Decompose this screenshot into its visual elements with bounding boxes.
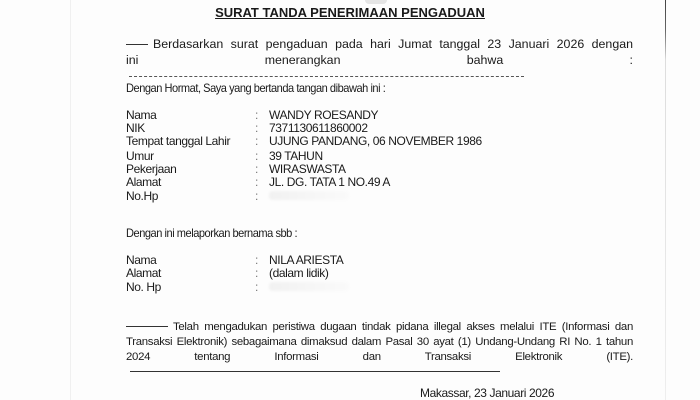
field-colon: : — [255, 108, 258, 122]
field-colon: : — [255, 266, 258, 280]
field-value: 7371130611860002 — [269, 121, 368, 135]
field-colon: : — [255, 280, 258, 294]
field-colon: : — [255, 121, 258, 135]
field-value: NILA ARIESTA — [269, 253, 344, 267]
field-label: NIK — [126, 121, 145, 135]
field-value: WANDY ROESANDY — [269, 108, 379, 122]
leading-dash — [126, 44, 148, 45]
letterhead-mark — [365, 0, 387, 4]
field-label: Umur — [126, 149, 154, 163]
field-value: (dalam lidik) — [269, 266, 329, 280]
statement-paragraph — [126, 320, 633, 380]
field-colon: : — [255, 175, 258, 189]
page-edge-left — [70, 0, 71, 400]
field-label: Tempat tanggal Lahir — [126, 134, 231, 148]
greeting-text: Dengan Hormat, Saya yang bertanda tangan dibawah ini : — [126, 81, 386, 95]
field-label: Nama — [126, 253, 157, 267]
field-value: JL. DG. TATA 1 NO.49 A — [269, 175, 391, 189]
field-colon: : — [255, 189, 258, 203]
field-colon: : — [255, 253, 258, 267]
trailing-dash-fill — [130, 371, 500, 372]
field-label: Nama — [126, 108, 157, 122]
field-label: No.Hp — [126, 189, 159, 203]
field-value: 39 TAHUN — [269, 149, 323, 163]
field-value: WIRASWASTA — [269, 162, 346, 176]
field-label: Pekerjaan — [126, 162, 177, 176]
page-edge-right — [665, 0, 666, 400]
redacted-value — [269, 281, 349, 293]
redacted-value — [269, 190, 349, 202]
intro-text: Berdasarkan surat pengaduan pada hari Jumat tanggal 23 Januari 2026 dengan ini menerangkan bahwa : — [126, 37, 633, 67]
report-intro-text: Dengan ini melaporkan bernama sbb : — [126, 226, 298, 240]
statement-text: Telah mengadukan peristiwa dugaan tindak pidana illegal akses melalui ITE (Informasi dan Transaksi Elektronik) sebagaimana dimaksud dalam Pasal 30 ayat (1) Undang-Undang RI No. 1 tahun 2024 tentang Informasi dan Transaksi Elektronik (ITE). — [126, 321, 633, 363]
field-label: Alamat — [126, 266, 161, 280]
field-label: Alamat — [126, 175, 161, 189]
trailing-dash-fill — [129, 76, 524, 77]
field-colon: : — [255, 162, 258, 176]
intro-paragraph — [126, 36, 633, 84]
field-colon: : — [255, 134, 258, 148]
field-colon: : — [255, 149, 258, 163]
leading-dash — [126, 326, 168, 327]
field-value: UJUNG PANDANG, 06 NOVEMBER 1986 — [269, 134, 482, 148]
field-label: No. Hp — [126, 280, 161, 294]
document-title: SURAT TANDA PENERIMAAN PENGADUAN — [215, 5, 485, 20]
signoff-place-date: Makassar, 23 Januari 2026 — [420, 386, 555, 400]
